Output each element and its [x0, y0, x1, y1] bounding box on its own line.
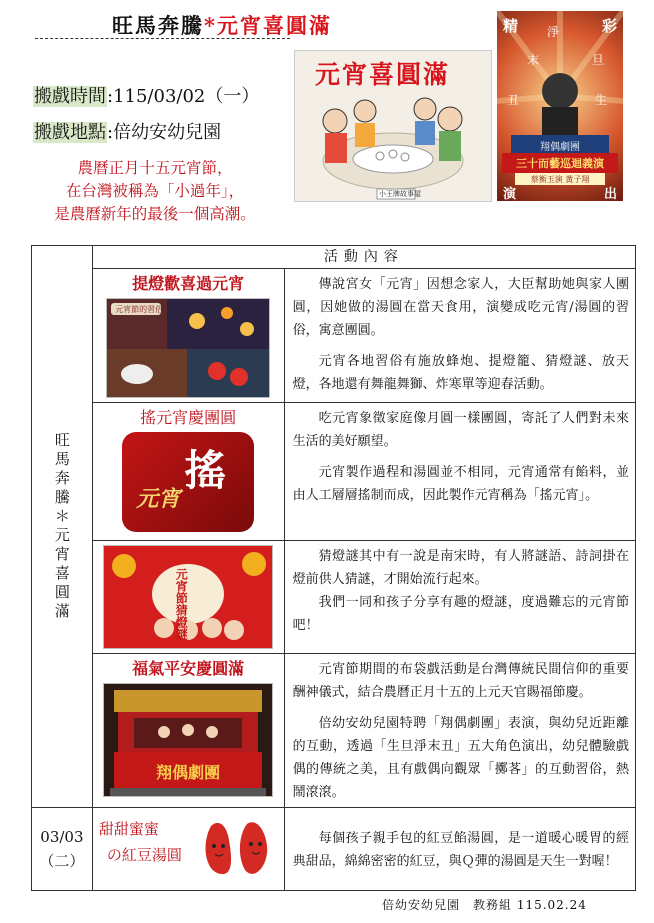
activity-row — [32, 269, 636, 403]
lantern-riddle-text: 元宵節猜燈謎 — [174, 568, 189, 640]
poster-role-dan: 旦 — [592, 53, 605, 67]
picture-book-title: 元宵喜圓滿 — [315, 60, 451, 89]
title-right: 元宵喜圓滿 — [216, 13, 332, 38]
activity-text-cell — [284, 654, 635, 808]
picture-book-subtitle: 小王牌故事屋 — [379, 190, 421, 198]
poster-banner: 三十而藝巡迴義演 — [516, 157, 604, 170]
puppet-stage-image — [103, 683, 273, 797]
activity-paragraph: 倍幼安幼兒園特聘「翔偶劇團」表演，與幼兒近距離的互動，透過「生旦淨末丑」五大角色演出，幼兒體驗戲偶的傳統之美，且有戲偶向觀眾「擲茖」的互動習俗，熱鬧滾滾。 — [292, 716, 629, 800]
shake-yuanxiao-image — [122, 432, 254, 532]
red-bean-icon — [201, 816, 271, 882]
title-left: 旺馬奔騰 — [112, 13, 204, 38]
activity-image-cell — [92, 654, 284, 808]
poster-troupe-name: 翔偶劇團 — [540, 142, 580, 153]
activity-row — [32, 403, 636, 541]
theme-side-cell — [32, 246, 93, 808]
date-cell — [32, 808, 93, 891]
date-text: 03/03 — [40, 828, 84, 846]
time-label: 搬戲時間 — [34, 86, 106, 107]
activity-caption: 搖元宵慶團圓 — [140, 408, 237, 427]
intro-line-1: 農曆正月十五元宵節， — [77, 159, 233, 177]
title-star: * — [204, 13, 217, 38]
activity-paragraph: 元宵製作過程和湯圓並不相同，元宵通常有餡料，並由人工層層搖制而成，因此製作元宵稱為「搖元宵」。 — [292, 465, 629, 503]
time-value: :115/03/02（一） — [107, 86, 260, 107]
intro-line-3: 是農曆新年的最後一個高潮。 — [54, 205, 256, 223]
activity-text-cell — [284, 269, 635, 403]
poster-corner-text-1: 精 — [503, 17, 519, 35]
puppet-stage-sign: 翔偶劇團 — [156, 763, 221, 782]
footer-credit: 倍幼安幼兒園 教務組 115.02.24 — [382, 898, 587, 912]
place-label: 搬戲地點 — [34, 122, 106, 143]
page-title — [112, 10, 332, 40]
shake-yuanxiao-small-text: 元宵 — [136, 486, 181, 512]
activity-caption: 福氣平安慶圓滿 — [132, 659, 245, 678]
activity-row — [32, 654, 636, 808]
activity-image-cell — [92, 541, 284, 654]
table-header: 活動內容 — [92, 246, 635, 269]
intro-line-2: 在台灣被稱為「小過年」， — [65, 182, 245, 200]
picture-book-cover — [294, 50, 492, 202]
activity-row — [32, 541, 636, 654]
activity-image-cell — [92, 808, 284, 891]
poster-corner-text-3: 演 — [503, 187, 517, 201]
activity-paragraph: 傳說宮女「元宵」因想念家人，大臣幫助她與家人團圓，因她做的湯圓在當天食用，演變成吃元宵/湯圓的習俗，寓意團圓。 — [292, 277, 629, 338]
activity-paragraph: 元宵各地習俗有施放蜂炮、提燈籠、猜燈謎、放天燈，各地還有舞龍舞獅、炸寒單等迎春活動。 — [292, 354, 629, 392]
activity-row — [32, 808, 636, 891]
red-bean-caption — [99, 816, 182, 868]
lantern-riddle-illustration — [104, 546, 272, 648]
activity-caption: 提燈歡喜過元宵 — [132, 274, 245, 293]
poster-role-jing: 淨 — [547, 25, 560, 39]
poster-corner-text-4: 出 — [603, 187, 617, 201]
activity-paragraph: 吃元宵象徵家庭像月圓一樣團圓，寄託了人們對未來生活的美好願望。 — [292, 411, 629, 449]
red-bean-caption-line-2: の紅豆湯圓 — [106, 846, 182, 864]
performance-place — [33, 118, 221, 144]
performance-time — [33, 82, 259, 108]
activity-text-cell — [284, 541, 635, 654]
activity-text-cell — [284, 808, 635, 891]
poster-role-mo: 末 — [527, 53, 540, 67]
activity-paragraph: 我們一同和孩子分享有趣的燈謎，度過難忘的元宵節吧！ — [292, 595, 629, 633]
weekday-text: （二） — [39, 852, 85, 870]
shake-yuanxiao-big-text: 搖 — [184, 446, 227, 495]
lantern-customs-image — [106, 298, 270, 398]
lantern-riddle-image — [103, 545, 273, 649]
activity-paragraph: 猜燈謎其中有一說是南宋時，有人將謎語、詩詞掛在燈前供人猜謎，才開始流行起來。 — [292, 549, 629, 587]
poster-role-sheng: 生 — [595, 93, 608, 107]
poster-role-chou: 丑 — [507, 93, 520, 107]
place-value: :倍幼安幼兒園 — [107, 122, 222, 143]
poster-corner-text-2: 彩 — [601, 17, 617, 35]
poster-names: 蔡衡玉演 黃子翔 — [530, 175, 590, 184]
activity-image-cell — [92, 403, 284, 541]
activity-text-cell — [284, 403, 635, 541]
lantern-image-label: 元宵節的習俗 — [115, 305, 164, 314]
red-bean-caption-line-1: 甜甜蜜蜜 — [98, 820, 159, 838]
activity-image-cell — [92, 269, 284, 403]
theme-vertical-text: 旺馬奔騰＊元宵喜圓滿 — [52, 431, 71, 622]
activity-table — [31, 245, 636, 891]
title-underline — [35, 38, 290, 39]
activity-paragraph: 每個孩子親手包的紅豆餡湯圓，是一道暖心暖胃的經典甜品，綿綿密密的紅豆，與Ｑ彈的湯圓是天生一對喔！ — [292, 830, 629, 869]
activity-paragraph: 元宵節期間的布袋戲活動是台灣傳統民間信仰的重要酬神儀式，結合農曆正月十五的上元天官賜福節慶。 — [292, 662, 629, 700]
puppet-show-poster — [497, 11, 623, 201]
